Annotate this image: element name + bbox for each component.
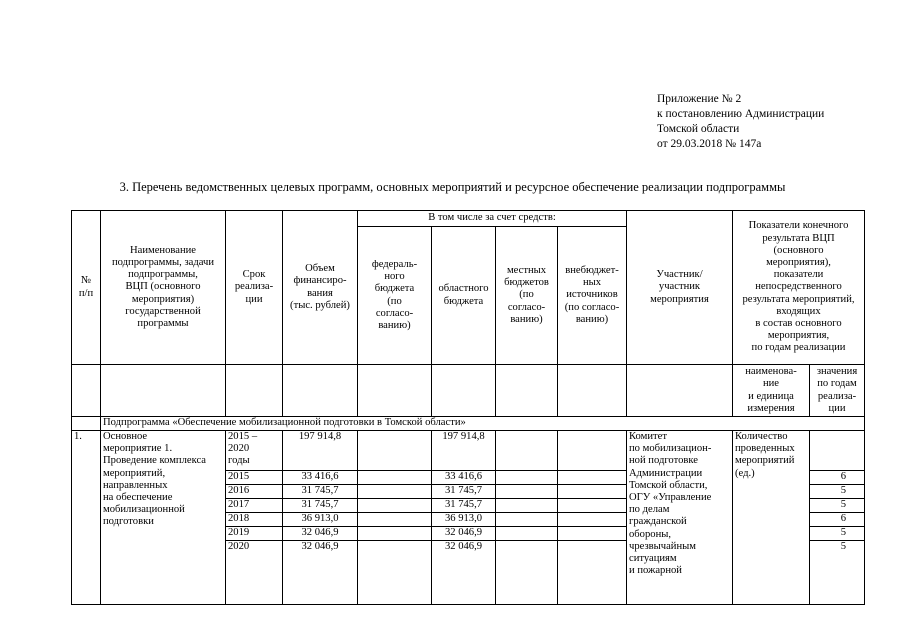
header-participant: Участник/ участник мероприятия bbox=[627, 211, 733, 365]
regional-cell: 197 914,8 bbox=[432, 431, 496, 471]
regional-cell: 33 416,6 bbox=[432, 471, 496, 485]
volume-cell: 32 046,9 bbox=[283, 527, 358, 541]
header-row bbox=[72, 211, 865, 227]
volume-cell: 36 913,0 bbox=[283, 513, 358, 527]
header-sources-group: В том числе за счет средств: bbox=[358, 211, 627, 227]
value-cell: 5 bbox=[810, 527, 865, 541]
header-indicator-name: наименова- ние и единица измерения bbox=[733, 365, 810, 417]
appendix-block bbox=[657, 92, 824, 152]
volume-cell: 33 416,6 bbox=[283, 471, 358, 485]
volume-cell: 197 914,8 bbox=[283, 431, 358, 471]
appendix-line: Томской области bbox=[657, 123, 740, 135]
header-local: местных бюджетов (по согласо- ванию) bbox=[496, 227, 558, 365]
regional-cell: 32 046,9 bbox=[432, 527, 496, 541]
regional-cell: 32 046,9 bbox=[432, 541, 496, 605]
header-regional: областного бюджета bbox=[432, 227, 496, 365]
appendix-line: Приложение № 2 bbox=[657, 93, 742, 105]
subprogram-row bbox=[72, 417, 865, 431]
appendix-line: от 29.03.2018 № 147а bbox=[657, 138, 762, 150]
table-row bbox=[72, 431, 865, 471]
header-federal: федераль- ного бюджета (по согласо- ванию) bbox=[358, 227, 432, 365]
measure-indicator: Количество проведенных мероприятий (ед.) bbox=[733, 431, 810, 605]
term-cell: 2019 bbox=[226, 527, 283, 541]
value-cell: 5 bbox=[810, 541, 865, 605]
term-cell: 2016 bbox=[226, 485, 283, 499]
volume-cell: 31 745,7 bbox=[283, 485, 358, 499]
regional-cell: 36 913,0 bbox=[432, 513, 496, 527]
value-cell: 5 bbox=[810, 499, 865, 513]
term-cell: 2015 bbox=[226, 471, 283, 485]
subprogram-title: Подпрограмма «Обеспечение мобилизационной подготовки в Томской области» bbox=[101, 417, 865, 431]
term-cell: 2015 – 2020 годы bbox=[226, 431, 283, 471]
measure-name: Основное мероприятие 1. Проведение комплекса мероприятий, направленных на обеспечение мобилизационной подготовки bbox=[101, 431, 226, 605]
header-row bbox=[72, 365, 865, 417]
appendix-line: к постановлению Администрации bbox=[657, 108, 825, 120]
term-cell: 2020 bbox=[226, 541, 283, 605]
measure-participant: Комитет по мобилизацион- ной подготовке Администрации Томской области, ОГУ «Управление по делам гражданской обороны, чрезвычайным ситуациям и пожарной bbox=[627, 431, 733, 605]
measure-num: 1. bbox=[72, 431, 101, 605]
header-num: № п/п bbox=[72, 211, 101, 365]
document-title: 3. Перечень ведомственных целевых программ, основных мероприятий и ресурсное обеспечение реализации подпрограммы bbox=[119, 180, 786, 194]
value-cell: 5 bbox=[810, 485, 865, 499]
term-cell: 2018 bbox=[226, 513, 283, 527]
term-cell: 2017 bbox=[226, 499, 283, 513]
header-offbudget: внебюджет- ных источников (по согласо- ванию) bbox=[558, 227, 627, 365]
volume-cell: 31 745,7 bbox=[283, 499, 358, 513]
header-indicator-values: значения по годам реализа- ции bbox=[810, 365, 865, 417]
program-table bbox=[71, 210, 865, 605]
regional-cell: 31 745,7 bbox=[432, 485, 496, 499]
value-cell: 6 bbox=[810, 513, 865, 527]
header-term: Срок реализа- ции bbox=[226, 211, 283, 365]
header-indicators-group: Показатели конечного результата ВЦП (основного мероприятия), показатели непосредственного результата мероприятий, входящих в состав основного мероприятия, по годам реализации bbox=[733, 211, 865, 365]
volume-cell: 32 046,9 bbox=[283, 541, 358, 605]
header-volume: Объем финансиро- вания (тыс. рублей) bbox=[283, 211, 358, 365]
header-name: Наименование подпрограммы, задачи подпрограммы, ВЦП (основного мероприятия) государственной программы bbox=[101, 211, 226, 365]
value-cell: 6 bbox=[810, 471, 865, 485]
value-cell bbox=[810, 431, 865, 471]
regional-cell: 31 745,7 bbox=[432, 499, 496, 513]
